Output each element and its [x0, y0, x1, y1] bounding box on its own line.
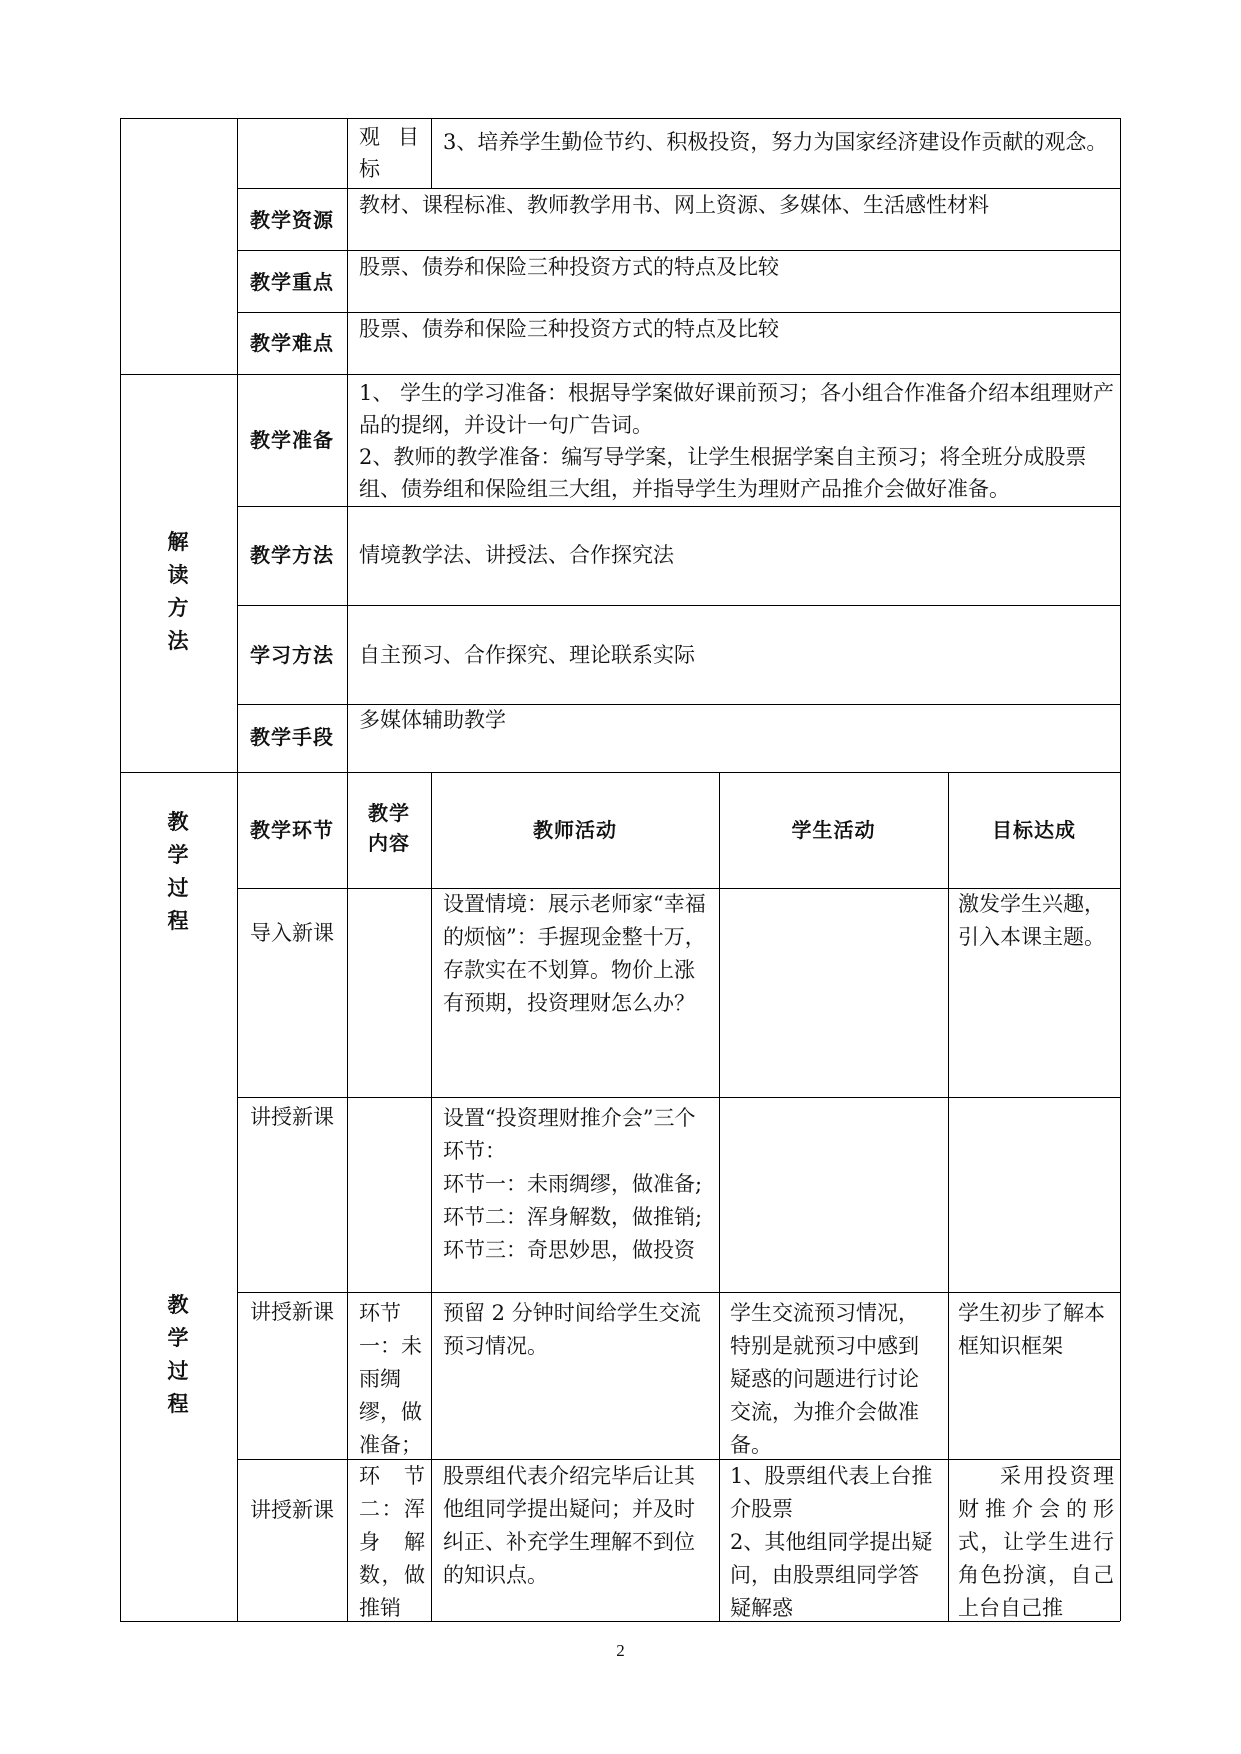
row-stage: 讲授新课: [250, 1498, 334, 1522]
row-student-activity: 学生交流预习情况，特别是就预习中感到疑惑的问题进行讨论交流，为推介会做准备。: [730, 1301, 919, 1457]
teaching-method-text: 情境教学法、讲授法、合作探究法: [359, 543, 674, 567]
difficulties-label: 教学难点: [250, 331, 334, 355]
teaching-method-label: 教学方法: [250, 543, 334, 567]
rule: [347, 118, 348, 1621]
page-number: 2: [616, 1641, 625, 1660]
rule: [237, 1097, 1120, 1098]
header-teacher-activity: 教师活动: [533, 818, 617, 842]
resources-text: 教材、课程标准、教师教学用书、网上资源、多媒体、生活感性材料: [359, 193, 989, 217]
rule: [431, 772, 432, 1621]
rule: [120, 772, 1120, 773]
learning-method-label: 学习方法: [250, 643, 334, 667]
prep-label: 教学准备: [250, 428, 334, 452]
goal-type-label: 观 目 标: [359, 125, 419, 181]
row-stage: 讲授新课: [250, 1105, 334, 1129]
rule: [237, 118, 238, 1621]
rule: [948, 772, 949, 1621]
learning-method-text: 自主预习、合作探究、理论联系实际: [359, 643, 695, 667]
rule: [237, 312, 1120, 313]
rule: [719, 772, 720, 1621]
rule: [237, 188, 1120, 189]
key-points-text: 股票、债券和保险三种投资方式的特点及比较: [359, 255, 779, 279]
section-label-process: 教 学 过 程: [167, 809, 189, 933]
rule: [237, 250, 1120, 251]
row-content: 环节一：未雨绸缪，做准备；: [359, 1301, 422, 1457]
header-stage: 教学环节: [250, 818, 334, 842]
header-goal: 目标达成: [992, 818, 1076, 842]
rule: [237, 1292, 1120, 1293]
prep-text: 1、 学生的学习准备：根据导学案做好课前预习；各小组合作准备介绍本组理财产品的提纲，并设计一句广告词。 2、教师的教学准备：编写导学案，让学生根据学案自主预习；将全班分成股票组、债券组和保险组三大组，并指导学生为理财产品推介会做好准备。: [359, 381, 1115, 501]
key-points-label: 教学重点: [250, 270, 334, 294]
row-content: 环 节二：浑身 解数，做推销: [359, 1464, 425, 1620]
header-student-activity: 学生活动: [791, 818, 876, 842]
row-stage: 导入新课: [250, 921, 334, 945]
resources-label: 教学资源: [250, 208, 334, 232]
means-text: 多媒体辅助教学: [359, 708, 506, 732]
row-goal: 学生初步了解本框知识框架: [958, 1301, 1105, 1358]
row-stage: 讲授新课: [250, 1300, 334, 1324]
row-teacher-activity: 预留 2 分钟时间给学生交流预习情况。: [443, 1301, 701, 1358]
rule: [120, 118, 1120, 119]
section-label-methods: 解 读 方 法: [167, 529, 189, 653]
rule: [120, 118, 121, 1621]
row-student-activity: 1、股票组代表上台推介股票 2、其他组同学提出疑问，由股票组同学答疑解惑: [730, 1464, 933, 1620]
rule: [431, 118, 432, 188]
row-teacher-activity: 设置“投资理财推介会”三个环节： 环节一：未雨绸缪，做准备; 环节二：浑身解数，做推销; 环节三：奇思妙思，做投资: [443, 1106, 703, 1262]
row-teacher-activity: 股票组代表介绍完毕后让其他组同学提出疑问；并及时纠正、补充学生理解不到位的知识点。: [443, 1464, 695, 1587]
section-label-process-2: 教 学 过 程: [167, 1292, 189, 1416]
rule: [237, 605, 1120, 606]
row-goal: 激发学生兴趣，引入本课主题。: [958, 892, 1105, 949]
goal-text: 3、培养学生勤俭节约、积极投资，努力为国家经济建设作贡献的观念。: [443, 130, 1108, 154]
header-content: 教学 内容: [368, 801, 410, 855]
rule: [1120, 118, 1121, 1621]
rule: [120, 374, 1120, 375]
row-teacher-activity: 设置情境：展示老师家“幸福的烦恼”：手握现金整十万，存款实在不划算。物价上涨有预期，投资理财怎么办？: [443, 892, 706, 1015]
means-label: 教学手段: [250, 725, 334, 749]
difficulties-text: 股票、债券和保险三种投资方式的特点及比较: [359, 317, 779, 341]
row-goal: 采用投资理财推介会的形式，让学生进行角色扮演，自己上台自己推: [958, 1464, 1114, 1620]
rule: [237, 506, 1120, 507]
